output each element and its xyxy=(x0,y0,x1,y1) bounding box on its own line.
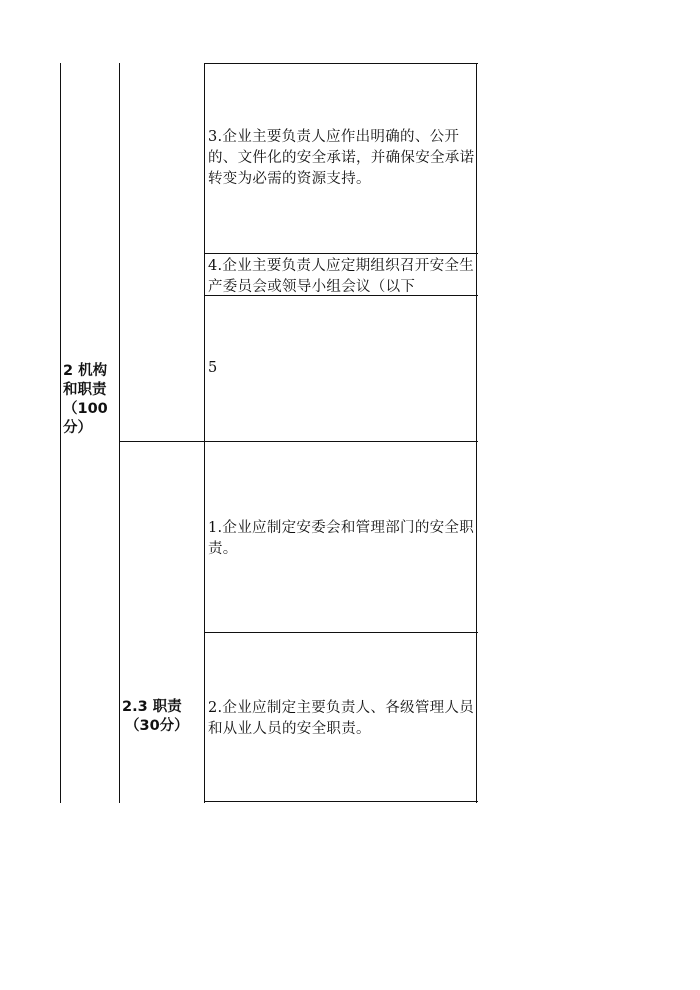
row-divider-3 xyxy=(119,441,478,442)
row-divider-4 xyxy=(204,632,478,633)
cell-left-border xyxy=(204,63,205,803)
item-text-2-3-2: 2.企业应制定主要负责人、各级管理人员和从业人员的安全职责。 xyxy=(208,700,475,737)
section-label-line4: 分） xyxy=(63,420,92,436)
item-text-3: 3.企业主要负责人应作出明确的、公开的、文件化的安全承诺，并确保安全承诺转变为必需的资源支持。 xyxy=(208,129,475,187)
section-label-line3: （100 xyxy=(63,401,108,417)
item-text-4: 4.企业主要负责人应定期组织召开安全生产委员会或领导小组会议（以下 xyxy=(208,258,475,295)
cell-right-border xyxy=(476,63,477,803)
subsection-label-line2: （30分） xyxy=(125,718,189,734)
cell-top-border xyxy=(204,63,478,64)
cell-bottom-border xyxy=(204,801,478,802)
subsection-label-line1: 2.3 职责 xyxy=(122,699,182,715)
item-text-2-3-1: 1.企业应制定安委会和管理部门的安全职责。 xyxy=(208,520,475,557)
section-label xyxy=(63,362,121,438)
subsection-label xyxy=(121,698,203,736)
table-left-border xyxy=(60,63,61,803)
section-label-line2: 和职责 xyxy=(63,382,107,398)
row-divider-1 xyxy=(204,253,478,254)
item-text-5: 5 xyxy=(208,360,218,376)
section-label-line1: 2 机构 xyxy=(63,363,108,379)
